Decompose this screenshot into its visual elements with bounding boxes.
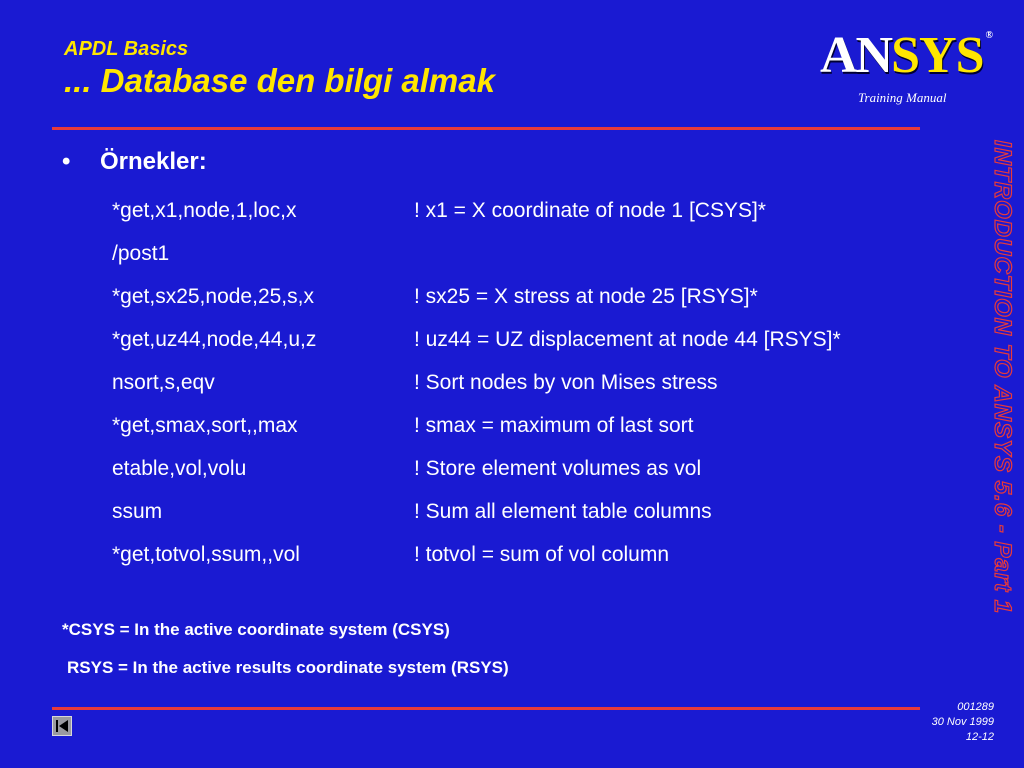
- back-button[interactable]: [52, 716, 72, 736]
- bullet-icon: •: [62, 148, 71, 175]
- slide-heading: ... Database den bilgi almak: [64, 62, 495, 99]
- command-comment: ! Store element volumes as vol: [414, 457, 702, 480]
- slide-title: [64, 37, 495, 101]
- command-comment: ! uz44 = UZ displacement at node 44 [RSYS]*: [414, 328, 841, 351]
- course-banner: INTRODUCTION TO ANSYS 5.6 - Part 1: [989, 140, 1016, 615]
- training-manual-label: Training Manual: [858, 90, 947, 105]
- command-text: *get,totvol,ssum,,vol: [112, 543, 300, 566]
- slide-code: 001289: [957, 701, 994, 713]
- logo-an: AN: [820, 27, 892, 84]
- slide-subtitle: APDL Basics: [64, 38, 189, 60]
- slide-footer: [932, 700, 994, 745]
- command-text: nsort,s,eqv: [112, 371, 215, 394]
- csys-note: *CSYS = In the active coordinate system (CSYS): [62, 620, 450, 639]
- rsys-note: RSYS = In the active results coordinate system (RSYS): [67, 658, 509, 677]
- command-comment: ! Sum all element table columns: [414, 500, 712, 523]
- command-comment: ! sx25 = X stress at node 25 [RSYS]*: [414, 285, 758, 308]
- command-text: /post1: [112, 242, 170, 265]
- slide-date: 30 Nov 1999: [931, 716, 994, 728]
- command-comment: ! smax = maximum of last sort: [414, 414, 694, 437]
- command-text: etable,vol,volu: [112, 457, 247, 480]
- ansys-logo: [820, 27, 1010, 84]
- command-text: *get,x1,node,1,loc,x: [112, 199, 297, 222]
- examples-label: Örnekler:: [100, 148, 207, 175]
- command-comment: ! Sort nodes by von Mises stress: [414, 371, 718, 394]
- command-text: ssum: [112, 500, 163, 523]
- examples-heading: [62, 148, 207, 176]
- registered-mark: ®: [985, 30, 993, 41]
- logo-sys: SYS: [891, 27, 984, 84]
- header-divider: [52, 127, 920, 130]
- command-comment: ! x1 = X coordinate of node 1 [CSYS]*: [414, 199, 766, 222]
- page-number: 12-12: [965, 731, 994, 743]
- back-arrow-icon: [53, 717, 71, 735]
- footer-divider: [52, 707, 920, 710]
- command-text: *get,sx25,node,25,s,x: [112, 285, 314, 308]
- command-comment: ! totvol = sum of vol column: [414, 543, 670, 566]
- command-text: *get,uz44,node,44,u,z: [112, 328, 317, 351]
- command-text: *get,smax,sort,,max: [112, 414, 298, 437]
